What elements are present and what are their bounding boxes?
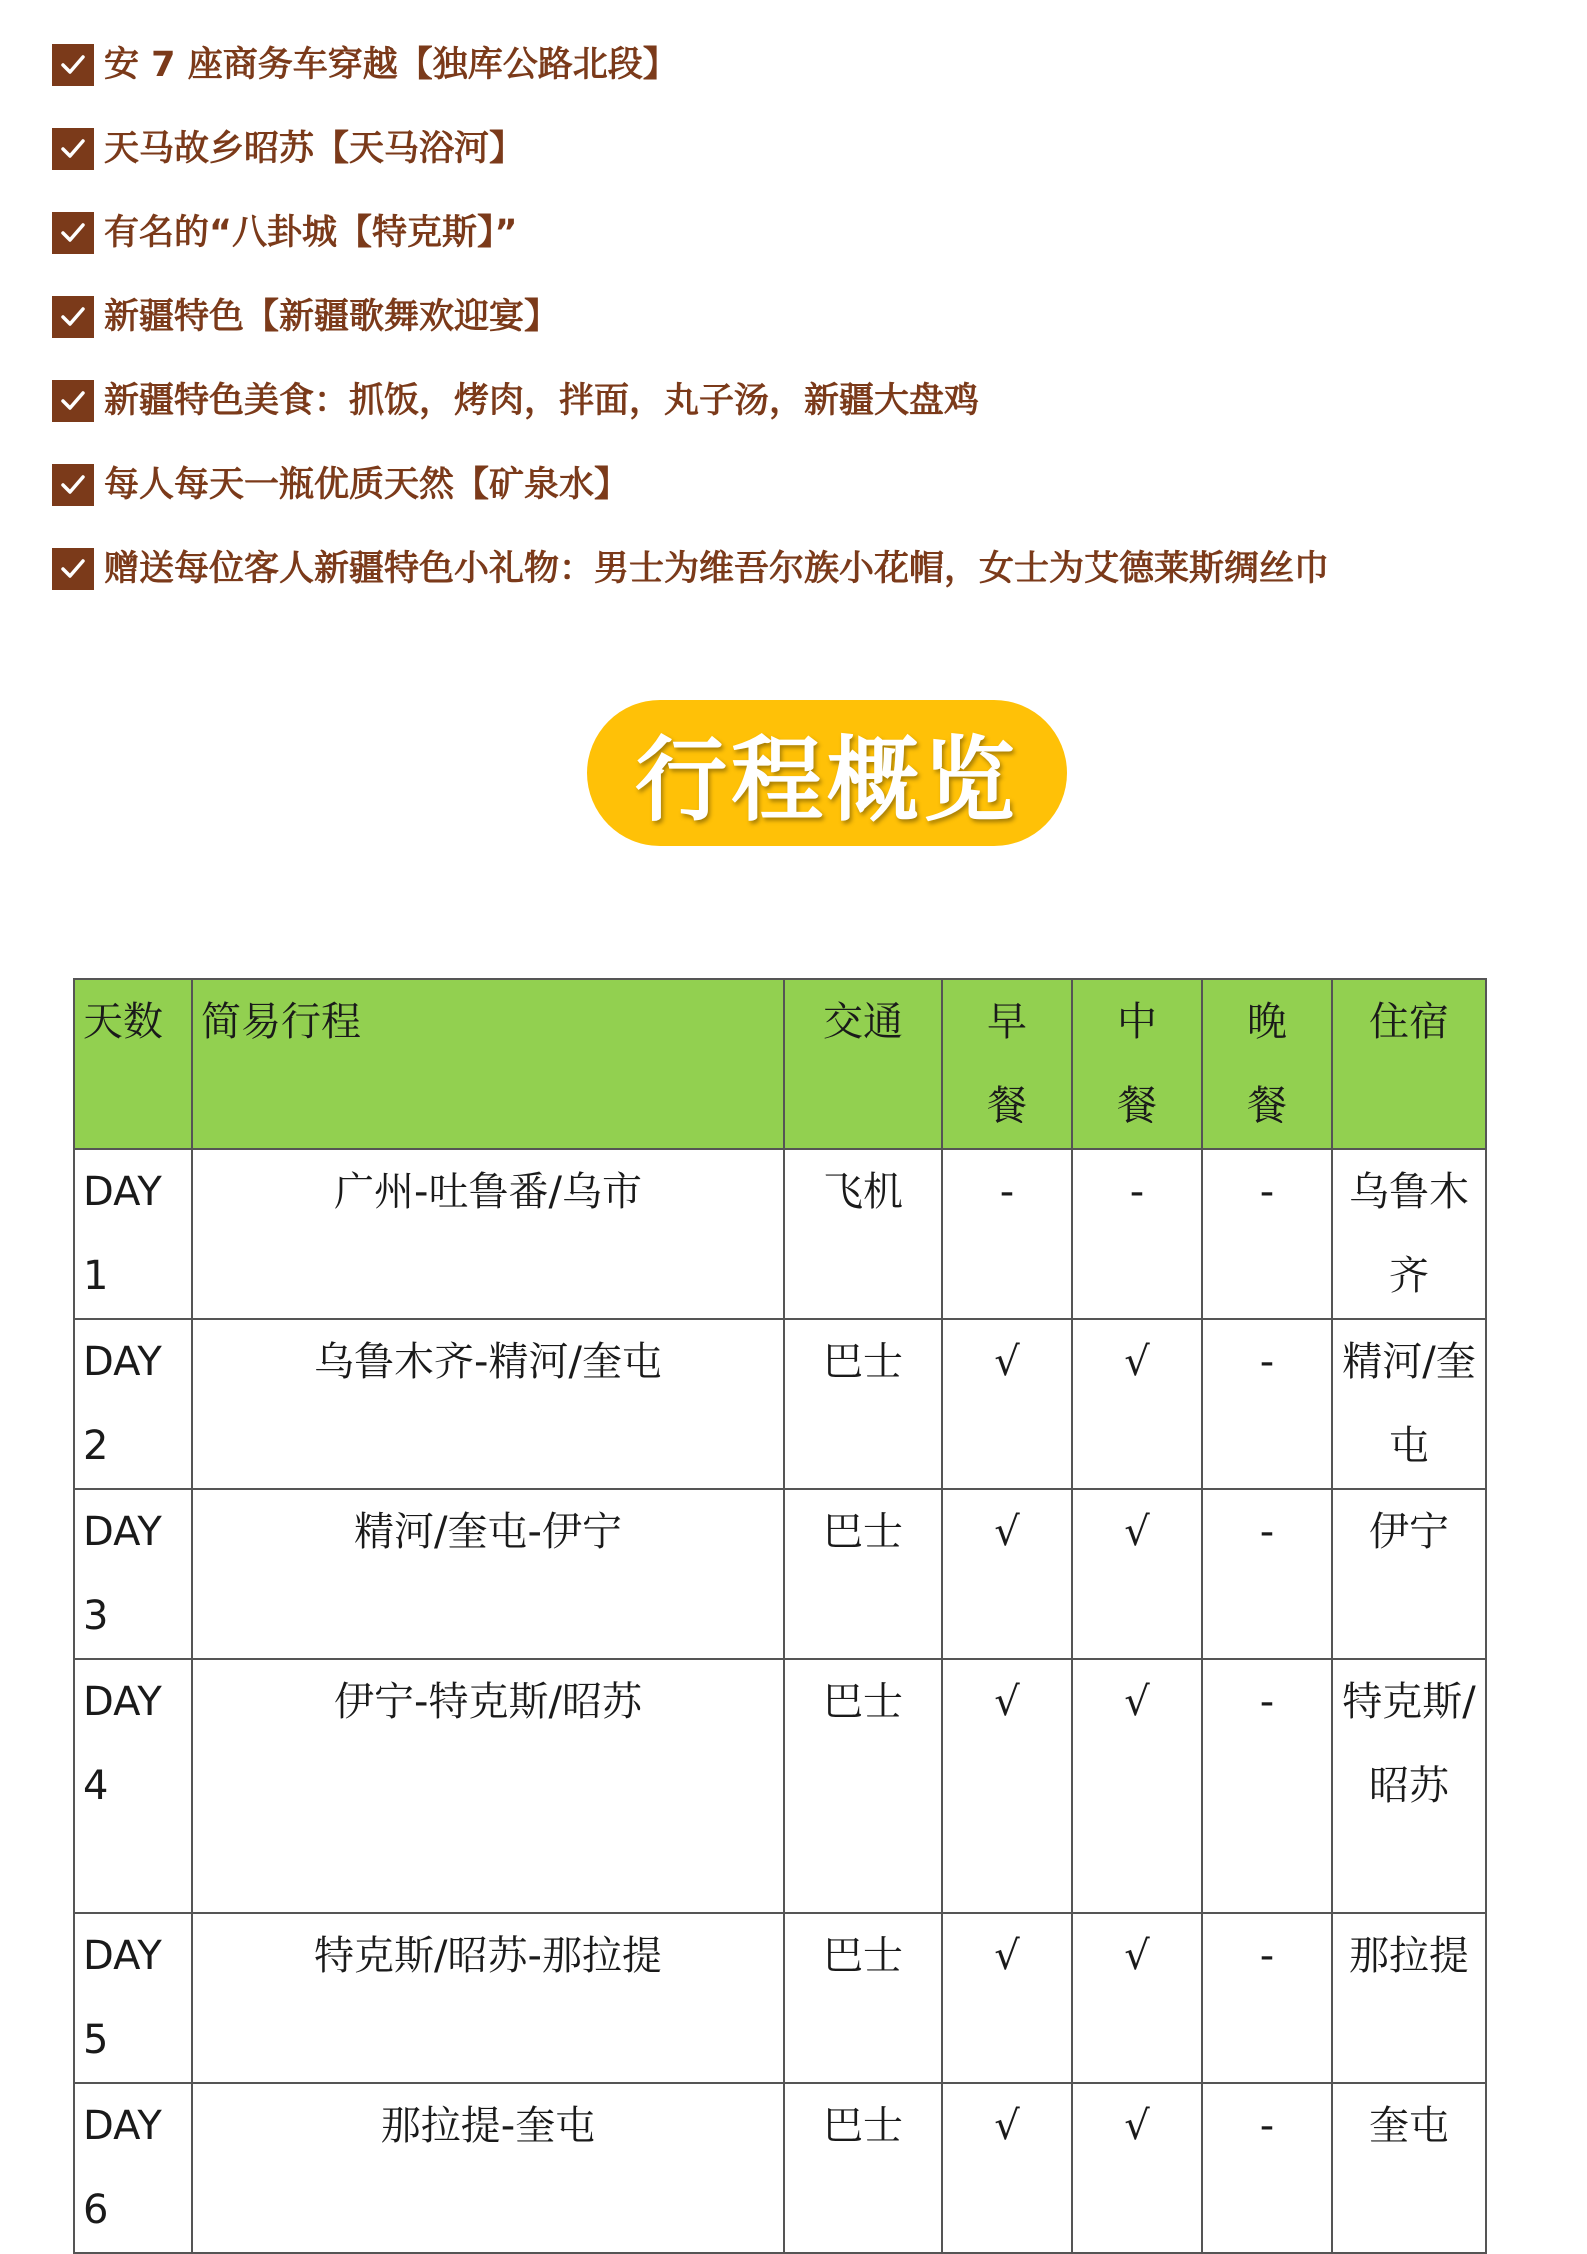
- cell-transport: 巴士: [784, 1913, 942, 2083]
- cell-lunch: -: [1072, 1149, 1202, 1319]
- cell-route: 伊宁-特克斯/昭苏: [192, 1659, 784, 1913]
- table-row: [74, 1659, 1486, 1913]
- cell-route: 精河/奎屯-伊宁: [192, 1489, 784, 1659]
- feature-item: [52, 212, 1552, 254]
- cell-dinner: -: [1202, 1913, 1332, 2083]
- checkmark-icon: [52, 212, 94, 254]
- checkmark-icon: [52, 464, 94, 506]
- cell-day: DAY2: [74, 1319, 192, 1489]
- cell-route: 广州-吐鲁番/乌市: [192, 1149, 784, 1319]
- cell-breakfast: √: [942, 2083, 1072, 2253]
- cell-day: DAY3: [74, 1489, 192, 1659]
- table-header-row: [74, 979, 1486, 1149]
- cell-breakfast: -: [942, 1149, 1072, 1319]
- section-title-badge: [587, 700, 1067, 846]
- cell-breakfast: √: [942, 1913, 1072, 2083]
- checkmark-icon: [52, 128, 94, 170]
- feature-item: [52, 380, 1552, 422]
- header-stay: 住宿: [1332, 979, 1486, 1149]
- cell-stay: 精河/奎屯: [1332, 1319, 1486, 1489]
- cell-stay: 那拉提: [1332, 1913, 1486, 2083]
- cell-dinner: -: [1202, 2083, 1332, 2253]
- cell-day: DAY6: [74, 2083, 192, 2253]
- checkmark-icon: [52, 296, 94, 338]
- feature-text: 每人每天一瓶优质天然【矿泉水】: [104, 465, 630, 505]
- section-title: 行程概览: [634, 726, 1019, 834]
- feature-text: 天马故乡昭苏【天马浴河】: [104, 129, 525, 169]
- cell-stay: 乌鲁木齐: [1332, 1149, 1486, 1319]
- cell-dinner: -: [1202, 1659, 1332, 1913]
- header-day: 天数: [74, 979, 192, 1149]
- cell-breakfast: √: [942, 1659, 1072, 1913]
- feature-list: [52, 44, 1552, 632]
- cell-route: 那拉提-奎屯: [192, 2083, 784, 2253]
- table-row: [74, 1489, 1486, 1659]
- table-row: [74, 1149, 1486, 1319]
- cell-lunch: √: [1072, 1319, 1202, 1489]
- feature-text: 安 7 座商务车穿越【独库公路北段】: [104, 45, 678, 85]
- feature-text: 赠送每位客人新疆特色小礼物：男士为维吾尔族小花帽，女士为艾德莱斯绸丝巾: [104, 549, 1330, 589]
- cell-transport: 巴士: [784, 1489, 942, 1659]
- table-row: [74, 1913, 1486, 2083]
- header-transport: 交通: [784, 979, 942, 1149]
- cell-dinner: -: [1202, 1489, 1332, 1659]
- cell-day: DAY1: [74, 1149, 192, 1319]
- cell-stay: 特克斯/昭苏: [1332, 1659, 1486, 1913]
- cell-lunch: √: [1072, 1489, 1202, 1659]
- header-lunch: 中餐: [1072, 979, 1202, 1149]
- cell-dinner: -: [1202, 1319, 1332, 1489]
- cell-day: DAY4: [74, 1659, 192, 1913]
- cell-stay: 奎屯: [1332, 2083, 1486, 2253]
- cell-transport: 飞机: [784, 1149, 942, 1319]
- cell-route: 乌鲁木齐-精河/奎屯: [192, 1319, 784, 1489]
- cell-route: 特克斯/昭苏-那拉提: [192, 1913, 784, 2083]
- header-route: 简易行程: [192, 979, 784, 1149]
- cell-dinner: -: [1202, 1149, 1332, 1319]
- feature-item: [52, 44, 1552, 86]
- cell-transport: 巴士: [784, 2083, 942, 2253]
- cell-lunch: √: [1072, 1913, 1202, 2083]
- checkmark-icon: [52, 548, 94, 590]
- feature-text: 新疆特色美食：抓饭，烤肉，拌面，丸子汤，新疆大盘鸡: [104, 381, 980, 421]
- table-row: [74, 1319, 1486, 1489]
- feature-item: [52, 296, 1552, 338]
- cell-breakfast: √: [942, 1319, 1072, 1489]
- itinerary-table: [73, 978, 1487, 2254]
- feature-text: 新疆特色【新疆歌舞欢迎宴】: [104, 297, 560, 337]
- header-dinner: 晚餐: [1202, 979, 1332, 1149]
- cell-stay: 伊宁: [1332, 1489, 1486, 1659]
- feature-item: [52, 548, 1552, 590]
- cell-transport: 巴士: [784, 1319, 942, 1489]
- feature-text: 有名的“八卦城【特克斯】”: [104, 213, 518, 253]
- cell-breakfast: √: [942, 1489, 1072, 1659]
- feature-item: [52, 464, 1552, 506]
- checkmark-icon: [52, 44, 94, 86]
- cell-lunch: √: [1072, 2083, 1202, 2253]
- table-row: [74, 2083, 1486, 2253]
- feature-item: [52, 128, 1552, 170]
- header-breakfast: 早餐: [942, 979, 1072, 1149]
- cell-day: DAY5: [74, 1913, 192, 2083]
- cell-transport: 巴士: [784, 1659, 942, 1913]
- cell-lunch: √: [1072, 1659, 1202, 1913]
- checkmark-icon: [52, 380, 94, 422]
